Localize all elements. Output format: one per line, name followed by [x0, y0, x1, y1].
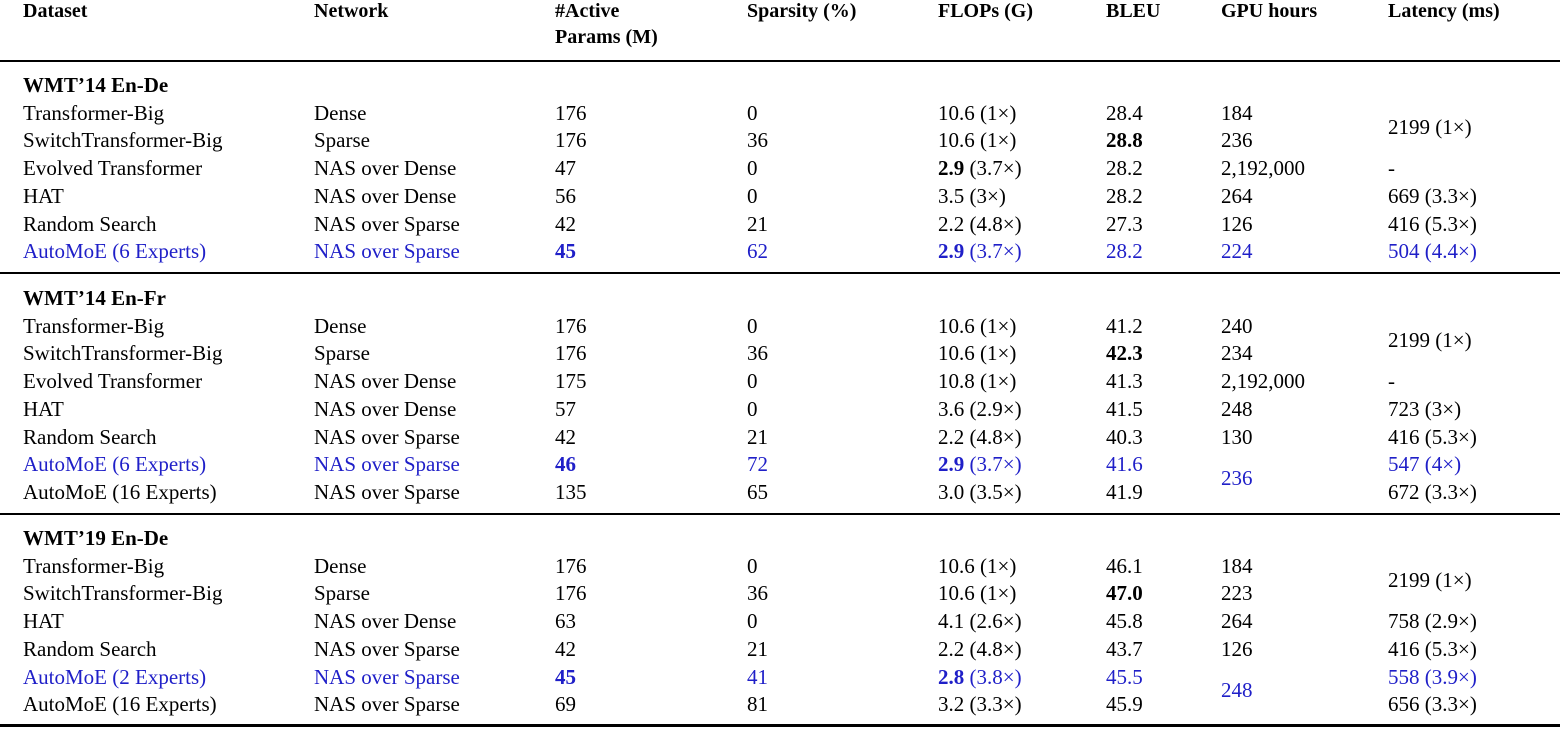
- cell-sparsity: 65: [747, 479, 768, 504]
- cell-bleu: 28.2: [1106, 183, 1143, 208]
- cell-sparsity: 0: [747, 553, 758, 578]
- cell-flops: 10.6 (1×): [938, 553, 1017, 578]
- cell-sparsity: 0: [747, 609, 758, 634]
- flops-value-bold: 2.9: [938, 239, 965, 264]
- cell-flops: 10.8 (1×): [938, 369, 1017, 394]
- cell-flops: 2.2 (4.8×): [938, 636, 1022, 661]
- cell-sparsity: 72: [747, 452, 768, 477]
- cell-network: Sparse: [314, 581, 370, 606]
- cell-dataset: AutoMoE (16 Experts): [23, 692, 217, 717]
- cell-latency: 416 (5.3×): [1388, 211, 1477, 236]
- header-dataset: Dataset: [23, 0, 88, 22]
- cell-latency: -: [1388, 156, 1395, 181]
- cell-bleu: 45.5: [1106, 664, 1143, 689]
- header-gpu: GPU hours: [1221, 0, 1318, 22]
- cell-network: Sparse: [314, 128, 370, 153]
- cell-params: 46: [555, 452, 576, 477]
- cell-latency: 2199 (1×): [1388, 327, 1472, 352]
- cell-gpu: 2,192,000: [1221, 369, 1305, 394]
- cell-network: NAS over Sparse: [314, 211, 460, 236]
- cell-flops: 10.6 (1×): [938, 581, 1017, 606]
- cell-network: NAS over Sparse: [314, 239, 460, 264]
- section-rule: [0, 272, 1560, 274]
- cell-dataset: Transformer-Big: [23, 313, 165, 338]
- cell-gpu: 2,192,000: [1221, 156, 1305, 181]
- cell-dataset: Random Search: [23, 636, 157, 661]
- header-params: #Active Params (M): [555, 0, 658, 48]
- section-title: WMT’14 En-Fr: [23, 286, 166, 310]
- cell-sparsity: 21: [747, 211, 768, 236]
- cell-sparsity: 36: [747, 581, 768, 606]
- cell-params: 176: [555, 100, 587, 125]
- cell-sparsity: 0: [747, 100, 758, 125]
- cell-bleu: 46.1: [1106, 553, 1143, 578]
- cell-dataset: Transformer-Big: [23, 553, 165, 578]
- cell-dataset: SwitchTransformer-Big: [23, 581, 223, 606]
- cell-gpu: 223: [1221, 581, 1253, 606]
- cell-dataset: AutoMoE (6 Experts): [23, 452, 207, 477]
- cell-sparsity: 0: [747, 396, 758, 421]
- cell-latency: 723 (3×): [1388, 396, 1462, 421]
- cell-latency: 504 (4.4×): [1388, 239, 1477, 264]
- cell-gpu: 130: [1221, 424, 1253, 449]
- cell-dataset: Evolved Transformer: [23, 156, 203, 181]
- cell-sparsity: 81: [747, 692, 768, 717]
- flops-ratio: (3.7×): [964, 239, 1022, 264]
- cell-latency: 558 (3.9×): [1388, 664, 1477, 689]
- cell-params: 176: [555, 341, 587, 366]
- cell-sparsity: 21: [747, 636, 768, 661]
- header-bleu: BLEU: [1106, 0, 1161, 22]
- cell-params: 176: [555, 553, 587, 578]
- cell-dataset: AutoMoE (2 Experts): [23, 664, 207, 689]
- cell-flops: [938, 664, 1022, 690]
- cell-bleu: 41.6: [1106, 452, 1143, 477]
- header-latency: Latency (ms): [1388, 0, 1500, 22]
- header-rule: [0, 60, 1560, 62]
- cell-gpu: 248: [1221, 396, 1253, 421]
- cell-params: 45: [555, 239, 576, 264]
- flops-ratio: (3.7×): [964, 156, 1022, 181]
- cell-dataset: Evolved Transformer: [23, 369, 203, 394]
- cell-latency: 758 (2.9×): [1388, 609, 1477, 634]
- cell-gpu: 236: [1221, 128, 1253, 153]
- cell-latency: 416 (5.3×): [1388, 424, 1477, 449]
- cell-flops: 10.6 (1×): [938, 341, 1017, 366]
- cell-gpu: 126: [1221, 636, 1253, 661]
- cell-sparsity: 0: [747, 156, 758, 181]
- cell-params: 175: [555, 369, 587, 394]
- cell-network: NAS over Sparse: [314, 664, 460, 689]
- cell-gpu: 184: [1221, 553, 1253, 578]
- cell-latency: 656 (3.3×): [1388, 692, 1477, 717]
- cell-gpu: 236: [1221, 466, 1253, 491]
- header-flops: FLOPs (G): [938, 0, 1033, 22]
- cell-params: 47: [555, 156, 576, 181]
- cell-network: NAS over Sparse: [314, 452, 460, 477]
- flops-ratio: (3.8×): [964, 664, 1022, 689]
- cell-sparsity: 41: [747, 664, 768, 689]
- cell-network: Sparse: [314, 341, 370, 366]
- cell-dataset: Transformer-Big: [23, 100, 165, 125]
- cell-params: 56: [555, 183, 576, 208]
- cell-flops: 2.2 (4.8×): [938, 424, 1022, 449]
- cell-bleu: 43.7: [1106, 636, 1143, 661]
- flops-value-bold: 2.9: [938, 452, 965, 477]
- cell-flops: 4.1 (2.6×): [938, 609, 1022, 634]
- cell-gpu: 126: [1221, 211, 1253, 236]
- cell-bleu: 27.3: [1106, 211, 1143, 236]
- cell-sparsity: 36: [747, 128, 768, 153]
- cell-latency: 672 (3.3×): [1388, 479, 1477, 504]
- cell-latency: 416 (5.3×): [1388, 636, 1477, 661]
- cell-flops: 10.6 (1×): [938, 100, 1017, 125]
- cell-sparsity: 0: [747, 313, 758, 338]
- cell-dataset: SwitchTransformer-Big: [23, 128, 223, 153]
- cell-flops: [938, 155, 1022, 181]
- cell-params: 135: [555, 479, 587, 504]
- cell-network: Dense: [314, 313, 367, 338]
- cell-network: NAS over Dense: [314, 156, 457, 181]
- cell-latency: 2199 (1×): [1388, 114, 1472, 139]
- cell-flops: 10.6 (1×): [938, 128, 1017, 153]
- cell-bleu: 47.0: [1106, 581, 1143, 606]
- cell-params: 42: [555, 211, 576, 236]
- cell-bleu: 45.8: [1106, 609, 1143, 634]
- cell-network: Dense: [314, 100, 367, 125]
- cell-params: 69: [555, 692, 576, 717]
- cell-bleu: 28.2: [1106, 156, 1143, 181]
- section-title: WMT’19 En-De: [23, 526, 169, 550]
- cell-flops: 3.0 (3.5×): [938, 479, 1022, 504]
- cell-sparsity: 62: [747, 239, 768, 264]
- cell-network: NAS over Dense: [314, 396, 457, 421]
- cell-flops: [938, 451, 1022, 477]
- cell-gpu: 184: [1221, 100, 1253, 125]
- flops-value-bold: 2.9: [938, 156, 965, 181]
- cell-sparsity: 0: [747, 183, 758, 208]
- cell-bleu: 41.9: [1106, 479, 1143, 504]
- cell-gpu: 240: [1221, 313, 1253, 338]
- cell-network: NAS over Sparse: [314, 636, 460, 661]
- cell-params: 42: [555, 424, 576, 449]
- cell-dataset: HAT: [23, 396, 64, 421]
- cell-bleu: 28.2: [1106, 239, 1143, 264]
- cell-network: NAS over Sparse: [314, 692, 460, 717]
- cell-latency: 669 (3.3×): [1388, 183, 1477, 208]
- cell-network: Dense: [314, 553, 367, 578]
- cell-flops: 10.6 (1×): [938, 313, 1017, 338]
- cell-bleu: 41.3: [1106, 369, 1143, 394]
- cell-bleu: 41.5: [1106, 396, 1143, 421]
- cell-flops: 3.6 (2.9×): [938, 396, 1022, 421]
- cell-bleu: 28.4: [1106, 100, 1143, 125]
- cell-bleu: 40.3: [1106, 424, 1143, 449]
- cell-latency: 2199 (1×): [1388, 567, 1472, 592]
- cell-network: NAS over Dense: [314, 609, 457, 634]
- cell-flops: 3.5 (3×): [938, 183, 1006, 208]
- header-network: Network: [314, 0, 389, 22]
- cell-flops: 2.2 (4.8×): [938, 211, 1022, 236]
- cell-sparsity: 21: [747, 424, 768, 449]
- cell-params: 176: [555, 128, 587, 153]
- cell-network: NAS over Sparse: [314, 424, 460, 449]
- section-title: WMT’14 En-De: [23, 73, 169, 97]
- bottom-rule: [0, 724, 1560, 727]
- cell-flops: 3.2 (3.3×): [938, 692, 1022, 717]
- flops-value-bold: 2.8: [938, 664, 965, 689]
- cell-params: 42: [555, 636, 576, 661]
- cell-gpu: 234: [1221, 341, 1253, 366]
- cell-dataset: HAT: [23, 609, 64, 634]
- cell-dataset: SwitchTransformer-Big: [23, 341, 223, 366]
- cell-params: 45: [555, 664, 576, 689]
- cell-latency: 547 (4×): [1388, 452, 1462, 477]
- cell-bleu: 41.2: [1106, 313, 1143, 338]
- cell-bleu: 28.8: [1106, 128, 1143, 153]
- cell-gpu: 224: [1221, 239, 1253, 264]
- cell-dataset: AutoMoE (6 Experts): [23, 239, 207, 264]
- cell-gpu: 248: [1221, 678, 1253, 703]
- section-rule: [0, 513, 1560, 515]
- cell-gpu: 264: [1221, 609, 1253, 634]
- cell-sparsity: 36: [747, 341, 768, 366]
- cell-dataset: AutoMoE (16 Experts): [23, 479, 217, 504]
- header-sparsity: Sparsity (%): [747, 0, 857, 22]
- cell-params: 57: [555, 396, 576, 421]
- cell-params: 176: [555, 581, 587, 606]
- flops-ratio: (3.7×): [964, 452, 1022, 477]
- cell-gpu: 264: [1221, 183, 1253, 208]
- cell-params: 176: [555, 313, 587, 338]
- cell-bleu: 45.9: [1106, 692, 1143, 717]
- cell-network: NAS over Dense: [314, 369, 457, 394]
- cell-latency: -: [1388, 369, 1395, 394]
- cell-dataset: Random Search: [23, 424, 157, 449]
- cell-network: NAS over Sparse: [314, 479, 460, 504]
- cell-sparsity: 0: [747, 369, 758, 394]
- cell-flops: [938, 238, 1022, 264]
- cell-dataset: Random Search: [23, 211, 157, 236]
- cell-bleu: 42.3: [1106, 341, 1143, 366]
- cell-dataset: HAT: [23, 183, 64, 208]
- cell-params: 63: [555, 609, 576, 634]
- cell-network: NAS over Dense: [314, 183, 457, 208]
